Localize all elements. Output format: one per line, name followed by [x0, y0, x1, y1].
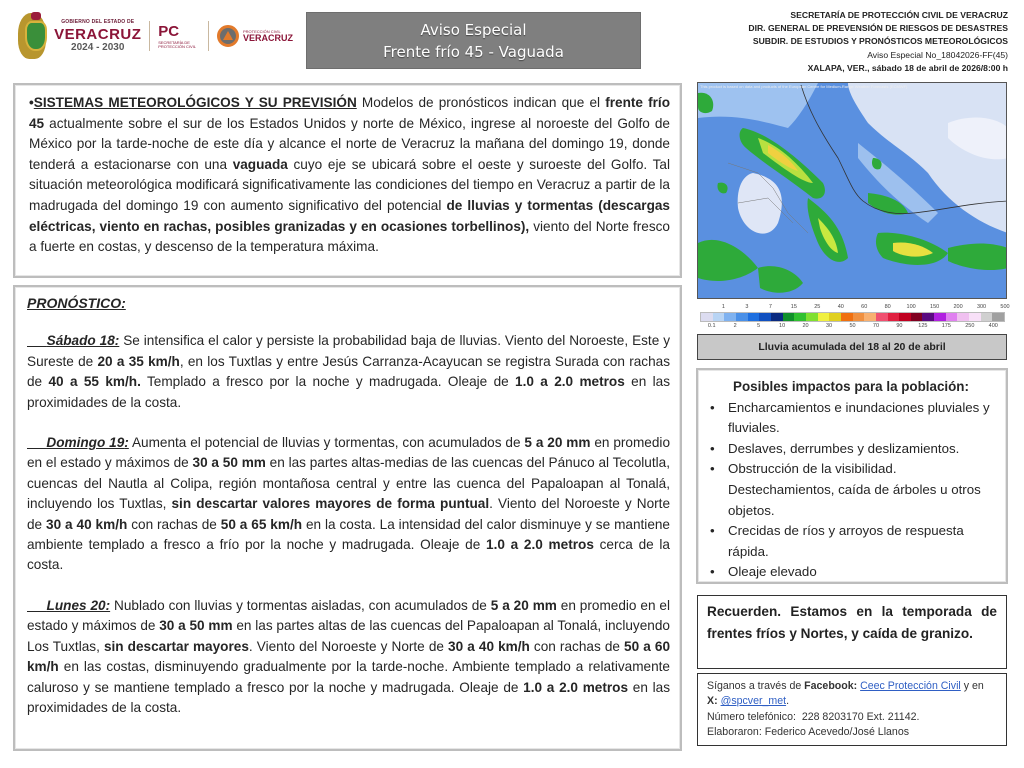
forecast-text: en las costas, disminuyendo gradualmente por la tarde-noche. Ambiente templado a relativamente caluroso y se mantiene templado a fresco por la noche y madrugada. Oleaje de	[27, 659, 670, 695]
rainfall-color-scale	[700, 304, 1010, 330]
scale-color-swatch	[934, 313, 946, 321]
agency-line-2: DIR. GENERAL DE PREVENSIÓN DE RIESGOS DE DESASTRES	[748, 23, 1008, 34]
scale-color-swatch	[876, 313, 888, 321]
x-label: X	[707, 695, 715, 708]
scale-top-label: 25	[814, 304, 821, 310]
systems-bold: vaguada	[232, 156, 288, 172]
scale-top-label: 1	[721, 304, 725, 310]
scale-bottom-label: 50	[849, 323, 856, 329]
forecast-text: en las partes altas de las cuencas del Papaloapan al Tonalá, incluyendo Los Tuxtlas,	[27, 618, 670, 654]
forecast-bold: 30 a 40 km/h	[46, 516, 128, 532]
follow-prefix: Síganos a través de	[707, 680, 805, 692]
rainfall-map-graphic	[698, 83, 1007, 299]
logo-divider	[208, 21, 209, 51]
day-label-monday: Lunes 20:	[46, 597, 111, 613]
impact-item: • Encharcamientos e inundaciones pluviales y fluviales.	[706, 398, 996, 439]
forecast-saturday	[27, 331, 670, 413]
forecast-text: . Viento del Noroeste y Norte de	[248, 638, 449, 654]
scale-color-swatch	[922, 313, 934, 321]
day-label-saturday: Sábado 18:	[46, 333, 120, 349]
scale-top-label: 3	[745, 304, 749, 310]
scale-bottom-label: 20	[802, 323, 809, 329]
issue-date: XALAPA, VER., sábado 18 de abril de 2026/8:00 h	[807, 62, 1008, 73]
scale-bottom-label: 90	[896, 323, 903, 329]
scale-color-swatch	[911, 313, 923, 321]
scale-top-label: 40	[837, 304, 844, 310]
impacts-list	[706, 398, 996, 583]
civil-protection-triangle-icon	[217, 25, 239, 47]
gov-small-text: GOBIERNO DEL ESTADO DE	[61, 18, 135, 25]
forecast-text: en promedio en el estado y máximos de	[27, 597, 670, 634]
scale-top-label: 300	[976, 304, 987, 310]
scale-color-swatch	[992, 313, 1004, 321]
title-line-1: Aviso Especial	[420, 20, 527, 39]
scale-color-swatch	[969, 313, 981, 321]
phone-line	[707, 710, 997, 725]
scale-top-label: 60	[861, 304, 868, 310]
title-banner	[306, 12, 641, 69]
bulletin-number: Aviso Especial No_18042026-FF(45)	[867, 49, 1008, 60]
forecast-text: Aumenta el potencial de lluvias y tormentas, con acumulados de	[128, 435, 525, 451]
scale-color-swatch	[759, 313, 771, 321]
accumulated-rainfall-map	[697, 82, 1007, 299]
pc-sub: SECRETARÍA DE PROTECCIÓN CIVIL	[158, 39, 196, 49]
phone-label: Número telefónico:	[707, 710, 796, 723]
forecast-text: con rachas de	[529, 638, 625, 654]
forecast-bold: 50 a 60 km/h	[27, 638, 671, 675]
scale-bottom-label: 2	[733, 323, 737, 329]
forecast-bold: 1.0 a 2.0 metros	[515, 374, 625, 390]
facebook-label: Facebook:	[804, 680, 858, 692]
forecast-text: en las proximidades de la costa.	[27, 679, 670, 715]
scale-color-swatch	[818, 313, 830, 321]
bullet: •	[29, 95, 34, 110]
pcv-name: VERACRUZ	[242, 32, 293, 43]
forecast-bold: 30 a 40 km/h	[448, 638, 530, 654]
authors: Federico Acevedo/José Llanos	[764, 725, 910, 738]
scale-bottom-label: 70	[872, 323, 880, 329]
scale-color-swatch	[853, 313, 865, 321]
follow-line: Síganos a través de Facebook: Ceec Protección Civil y en X: @spcver_met.	[707, 680, 984, 708]
systems-text: Modelos de pronósticos indican que el	[356, 95, 606, 110]
forecast-text: en promedio en el estado y máximos de	[27, 435, 671, 471]
phone-number: 228 8203170 Ext. 21142.	[801, 710, 920, 723]
systems-bold: de lluvias y tormentas (descargas eléctricas, viento en rachas, posibles granizadas y en ocasiones torbellinos),	[29, 197, 670, 234]
scale-top-label: 500	[1000, 304, 1010, 310]
scale-top-label: 80	[884, 304, 891, 310]
forecast-bold: sin descartar valores mayores de forma puntual	[171, 496, 490, 512]
forecast-monday	[27, 596, 670, 718]
scale-color-swatch	[701, 313, 713, 321]
scale-color-swatch	[771, 313, 783, 321]
title-line-2: Frente frío 45 - Vaguada	[383, 42, 564, 61]
agency-line-3: SUBDIR. DE ESTUDIOS Y PRONÓSTICOS METEOROLÓGICOS	[752, 36, 1008, 47]
logo-divider	[149, 21, 150, 51]
forecast-bold: 1.0 a 2.0 metros	[523, 679, 629, 695]
gov-name: VERACRUZ	[54, 25, 142, 43]
forecast-box	[13, 285, 682, 751]
facebook-link[interactable]: Ceec Protección Civil	[860, 680, 961, 692]
forecast-bold: 5 a 20 mm	[524, 435, 591, 451]
map-credit: This product is based on data and products of the European Centre for Medium-Range Weather Forecasts (ECMWF)	[700, 84, 908, 89]
scale-top-label: 15	[790, 304, 797, 310]
impact-item: • Obstrucción de la visibilidad. Destechamientos, caída de árboles u otros objetos.	[706, 459, 996, 521]
scale-bottom-label: 30	[825, 323, 833, 329]
scale-bottom-label: 400	[988, 323, 998, 329]
impacts-box	[696, 368, 1008, 584]
forecast-text: en las partes altas-medias de las cuencas del Pánuco al Tecolutla, cuencas del Nautla al Colipa, región montañosa central y entre las cuenca del Papaloapan al Tonalá, incluyendo los Tuxtlas,	[27, 455, 670, 512]
authors-label: Elaboraron:	[707, 725, 762, 738]
forecast-bold: 30 a 50 mm	[192, 455, 266, 471]
scale-top-label: 200	[953, 304, 963, 310]
scale-color-swatch	[736, 313, 748, 321]
scale-bottom-label: 5	[757, 323, 761, 329]
forecast-text: en la costa. La intensidad del calor disminuye y se mantiene ambiente templado a fresco a frío por la noche y madrugada. Oleaje de	[27, 516, 670, 553]
forecast-text: cerca de la costa.	[27, 537, 670, 573]
forecast-bold: 1.0 a 2.0 metros	[486, 537, 594, 553]
systems-text: actualmente sobre el sur de los Estados Unidos y norte de México, ingrese al noroeste del Golfo de México por la tarde-noche de este día y alcance el norte de Veracruz la mañana del domingo 19, donde tenderá a estacionarse con una	[29, 115, 670, 172]
scale-color-swatch	[957, 313, 969, 321]
scale-top-label: 100	[906, 304, 916, 310]
scale-color-swatch	[841, 313, 853, 321]
forecast-bold: 20 a 35 km/h	[97, 353, 180, 369]
scale-color-swatch	[713, 313, 725, 321]
scale-bottom-label: 250	[965, 323, 975, 329]
scale-bottom-label: 10	[779, 323, 786, 329]
scale-color-swatch	[946, 313, 958, 321]
meteorological-systems-box	[13, 83, 682, 278]
forecast-text: Se intensifica el calor y persiste la probabilidad baja de lluvias. Viento del Noroeste, Este y Sureste de	[27, 333, 670, 369]
forecast-bold: 40 a 55 km/h.	[48, 374, 141, 390]
scale-color-swatch	[899, 313, 911, 321]
scale-color-swatch	[794, 313, 806, 321]
scale-color-swatch	[981, 313, 993, 321]
scale-color-swatch	[806, 313, 818, 321]
agency-line-1: SECRETARÍA DE PROTECCIÓN CIVIL DE VERACRUZ	[790, 10, 1008, 20]
scale-color-swatch	[864, 313, 876, 321]
proteccion-civil-veracruz-logo	[217, 25, 293, 47]
authors-line	[707, 725, 997, 740]
forecast-bold: 5 a 20 mm	[490, 597, 557, 613]
map-caption: Lluvia acumulada del 18 al 20 de abril	[697, 334, 1007, 360]
scale-bottom-labels	[700, 323, 1005, 330]
reminder-box: Recuerden. Estamos en la temporada de frentes fríos y Nortes, y caída de granizo.	[697, 595, 1007, 669]
forecast-text: en las proximidades de la costa.	[27, 374, 671, 410]
forecast-text: Nublado con lluvias y tormentas aisladas, con acumulados de	[110, 597, 491, 613]
veracruz-coat-of-arms-icon	[18, 13, 46, 59]
systems-heading: SISTEMAS METEOROLÓGICOS Y SU PREVISIÓN	[33, 95, 357, 110]
scale-color-swatch	[783, 313, 795, 321]
x-handle-link[interactable]: @spcver_met	[720, 695, 787, 708]
forecast-text: Templado a fresco por la noche y madrugada. Oleaje de	[140, 374, 516, 390]
scale-bottom-label: 125	[918, 323, 928, 329]
scale-top-labels	[700, 304, 1010, 311]
scale-color-swatch	[829, 313, 841, 321]
forecast-sunday	[27, 433, 670, 576]
forecast-text: con rachas de	[127, 516, 221, 532]
scale-color-bar	[700, 312, 1005, 322]
pc-logo	[158, 24, 200, 49]
header-logos	[18, 10, 293, 62]
impact-item: • Oleaje elevado	[706, 562, 996, 583]
pc-abbrev: PC	[158, 22, 180, 40]
forecast-bold: 50 a 65 km/h	[220, 516, 303, 532]
systems-paragraph	[29, 93, 670, 258]
scale-color-swatch	[888, 313, 900, 321]
scale-top-label: 7	[768, 304, 772, 310]
contact-box	[697, 673, 1007, 746]
gov-years: 2024 - 2030	[71, 41, 125, 53]
systems-bold: frente frío 45	[29, 95, 671, 131]
scale-color-swatch	[748, 313, 760, 321]
scale-bottom-label: 0.1	[707, 323, 716, 329]
scale-color-swatch	[724, 313, 736, 321]
systems-text: viento del Norte fresco a fuerte en costas, y descenso de la temperatura máxima.	[29, 218, 670, 255]
forecast-heading: PRONÓSTICO:	[27, 295, 126, 311]
scale-top-label: 150	[930, 304, 940, 310]
day-label-colon: :	[124, 435, 129, 451]
forecast-text: . Viento del Noroeste y Norte de	[27, 496, 671, 532]
pcv-small-text: PROTECCIÓN CIVIL	[242, 28, 281, 34]
forecast-bold: sin descartar mayores	[103, 638, 249, 654]
impact-item: • Crecidas de ríos y arroyos de respuesta rápida.	[706, 521, 996, 562]
day-label-sunday: Domingo 19	[46, 435, 125, 451]
and-x-text: y en	[960, 680, 984, 692]
forecast-bold: 30 a 50 mm	[159, 618, 233, 634]
scale-bottom-label: 175	[941, 323, 951, 329]
government-logo	[54, 20, 141, 53]
impacts-heading: Posibles impactos para la población:	[733, 379, 969, 394]
agency-header	[708, 9, 1008, 75]
impact-item: • Deslaves, derrumbes y deslizamientos.	[706, 439, 996, 460]
forecast-text: , en los Tuxtlas y entre Jesús Carranza-Acayucan se registra Surada con rachas de	[27, 353, 670, 390]
systems-text: cuyo eje se ubicará sobre el oeste y suroeste del Golfo. Tal situación meteorológica modificará significativamente las condiciones del tiempo en Veracruz a partir de la madrugada del domingo 19 con aumento significativo del potencial	[29, 156, 670, 213]
